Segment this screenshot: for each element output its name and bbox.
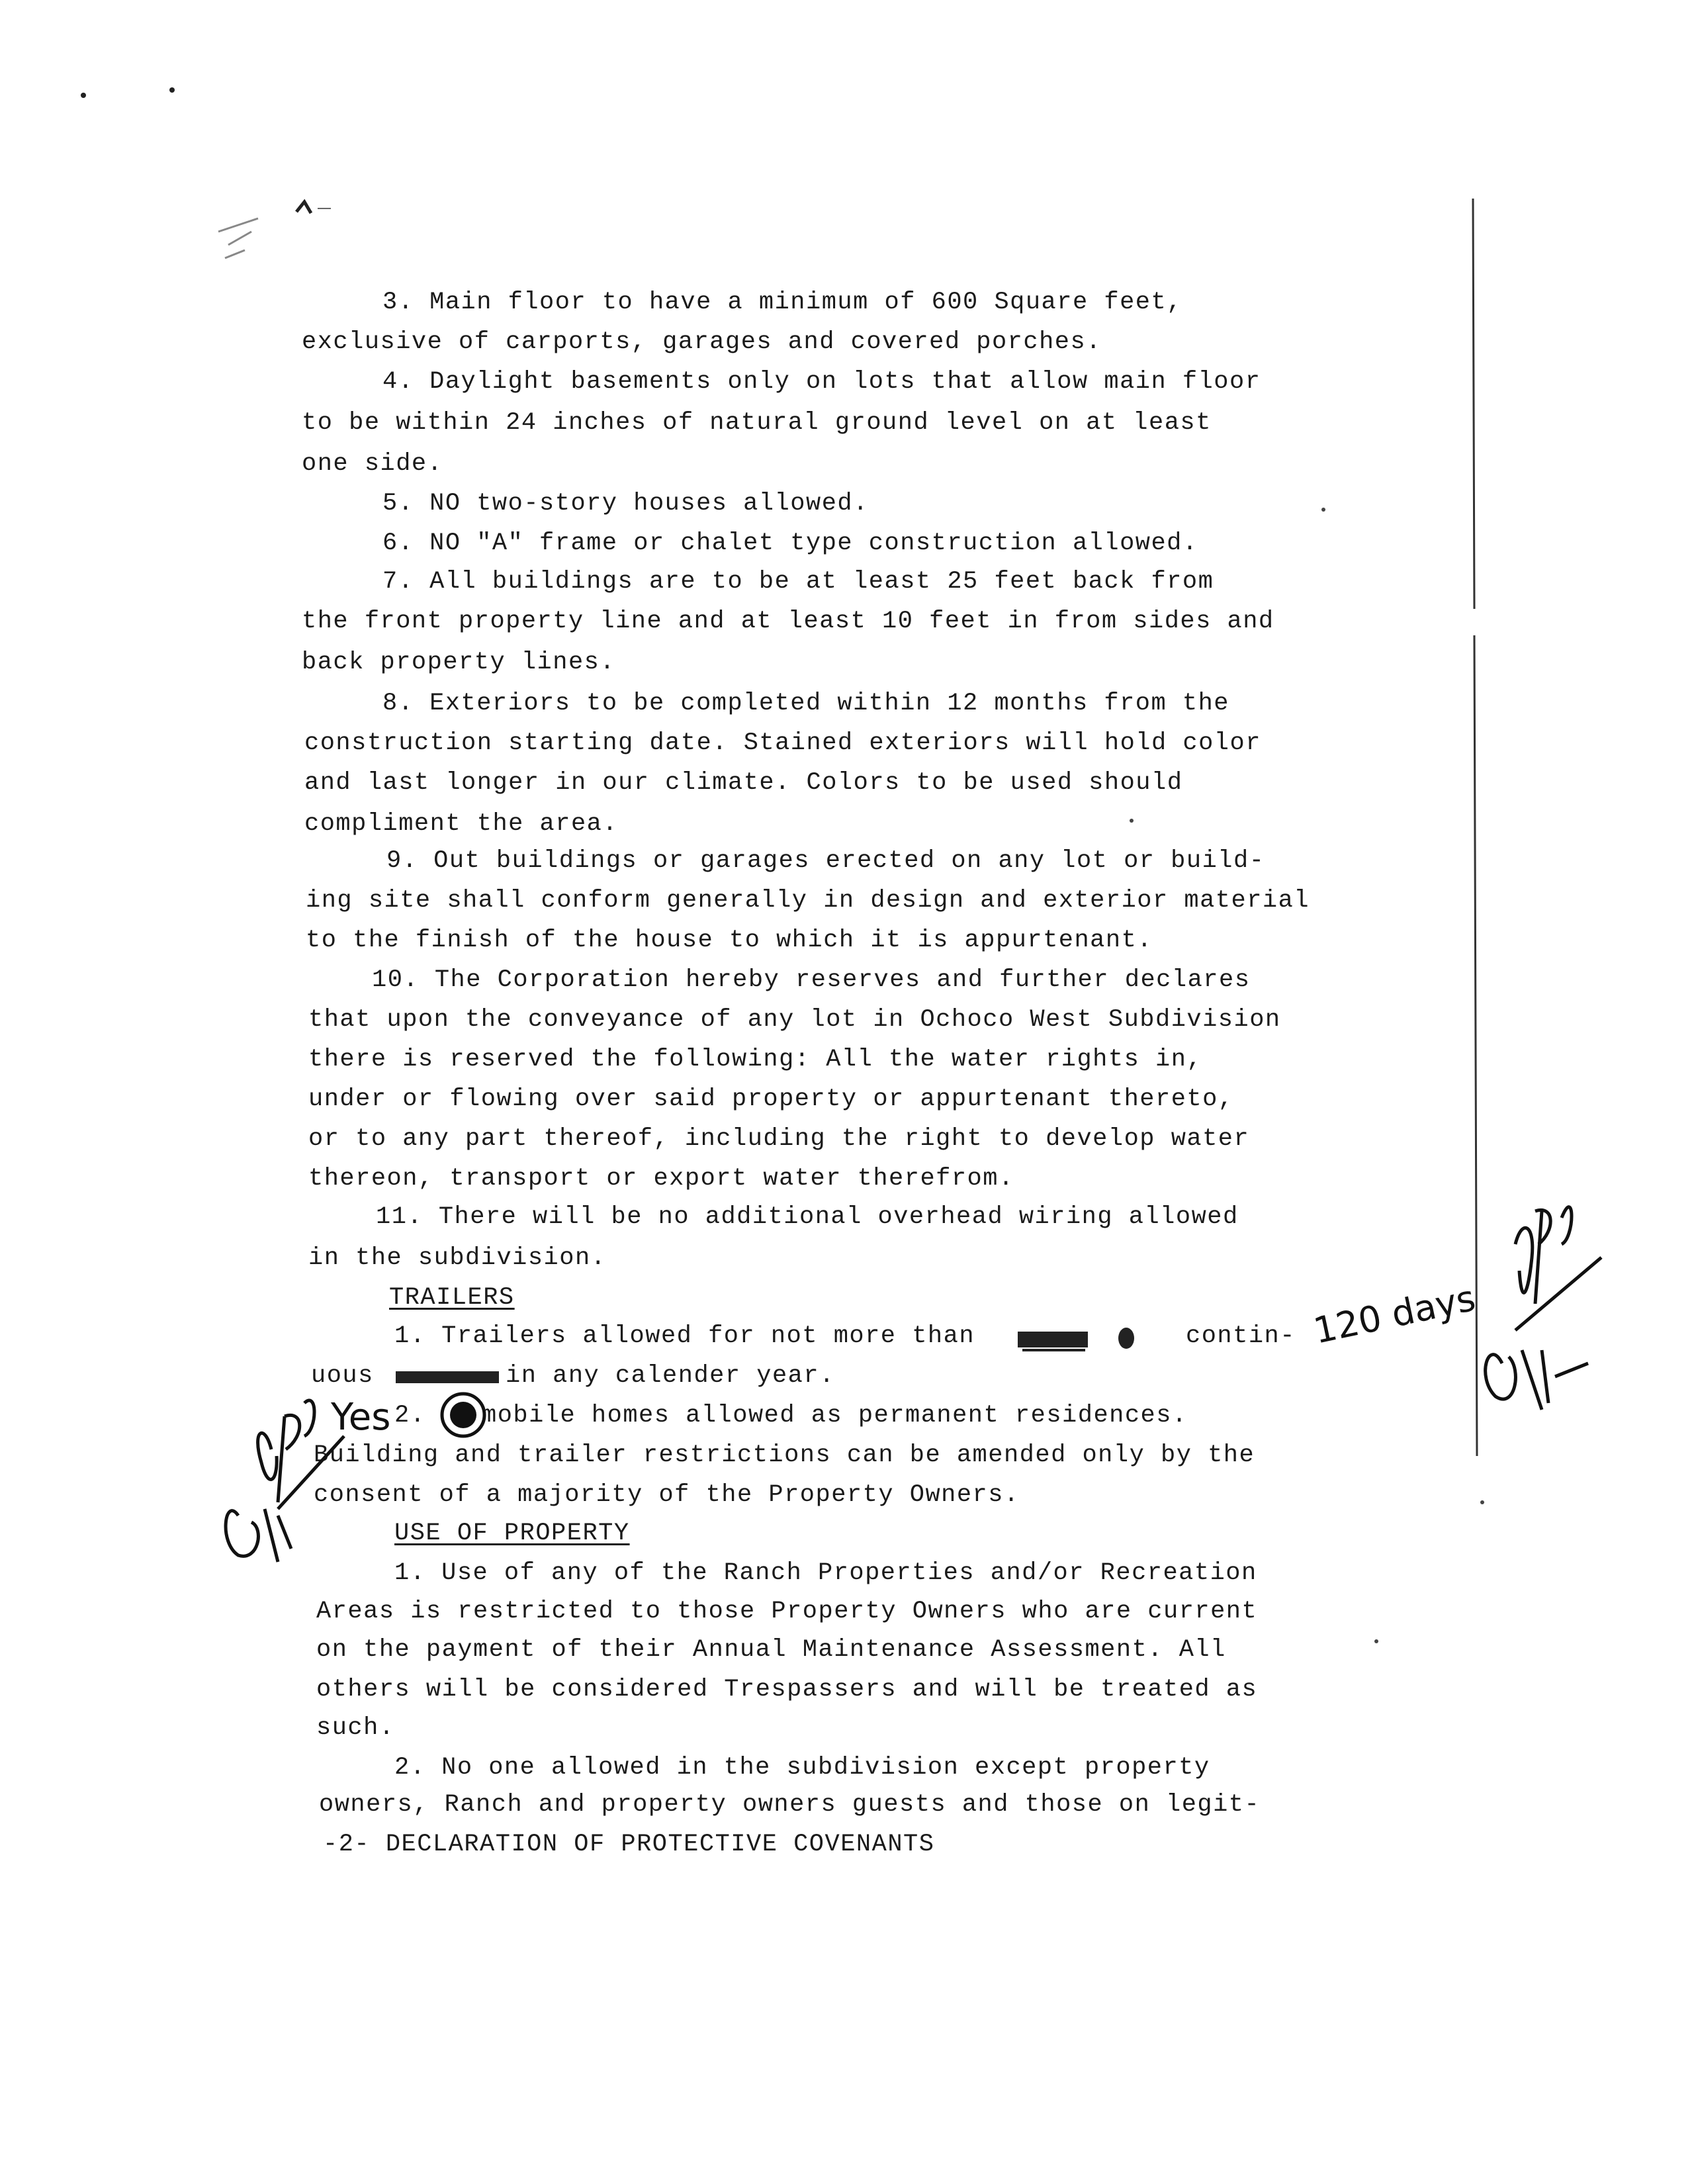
use-1-line-2: Areas is restricted to those Property Owners who are current (316, 1598, 1258, 1625)
trailers-1-line-1: 1. Trailers allowed for not more than (394, 1322, 975, 1350)
restrictions-line-2: consent of a majority of the Property Owners. (314, 1481, 1020, 1509)
item-9-line-2: ing site shall conform generally in design and exterior material (306, 887, 1310, 915)
restrictions-line-1: Building and trailer restrictions can be amended only by the (314, 1441, 1255, 1469)
item-5: 5. NO two-story houses allowed. (382, 490, 869, 518)
handwritten-yes: Yes (331, 1396, 391, 1439)
trailers-2-line-1: mobile homes allowed as permanent residences. (482, 1402, 1188, 1430)
use-2-line-2: owners, Ranch and property owners guests and those on legit- (319, 1791, 1261, 1819)
use-1-line-3: on the payment of their Annual Maintenance Assessment. All (316, 1636, 1226, 1664)
item-9-line-1: 9. Out buildings or garages erected on any lot or build- (386, 847, 1265, 875)
page-footer: -2- DECLARATION OF PROTECTIVE COVENANTS (323, 1831, 935, 1858)
item-11-line-2: in the subdivision. (308, 1244, 607, 1272)
item-10-line-4: under or flowing over said property or appurtenant thereto, (308, 1085, 1234, 1113)
heading-trailers: TRAILERS (389, 1284, 515, 1312)
heading-use-of-property: USE OF PROPERTY (394, 1520, 630, 1547)
trailers-2-number: 2. (394, 1402, 426, 1430)
item-8-line-1: 8. Exteriors to be completed within 12 months from the (382, 690, 1229, 717)
item-3-line-1: 3. Main floor to have a minimum of 600 Square feet, (382, 289, 1182, 316)
item-8-line-3: and last longer in our climate. Colors to be used should (304, 769, 1183, 797)
item-6: 6. NO "A" frame or chalet type construction allowed. (382, 529, 1198, 557)
item-3-line-2: exclusive of carports, garages and covered porches. (302, 328, 1102, 356)
item-8-line-2: construction starting date. Stained exteriors will hold color (304, 729, 1261, 757)
item-7-line-3: back property lines. (302, 649, 616, 676)
item-4-line-1: 4. Daylight basements only on lots that allow main floor (382, 368, 1261, 396)
trailers-1-line-2b: in any calender year. (506, 1362, 835, 1390)
handwritten-120-days: 120 days (1310, 1277, 1479, 1352)
use-1-line-5: such. (316, 1714, 395, 1742)
item-10-line-1: 10. The Corporation hereby reserves and further declares (372, 966, 1251, 994)
item-10-line-3: there is reserved the following: All the water rights in, (308, 1046, 1203, 1073)
item-10-line-5: or to any part thereof, including the right to develop water (308, 1125, 1250, 1153)
item-9-line-3: to the finish of the house to which it is appurtenant. (306, 927, 1153, 954)
trailers-1-line-2a: uous (311, 1362, 374, 1390)
item-11-line-1: 11. There will be no additional overhead wiring allowed (376, 1203, 1239, 1231)
item-4-line-3: one side. (302, 450, 443, 478)
item-7-line-1: 7. All buildings are to be at least 25 feet back from (382, 568, 1214, 596)
trailers-1-contin: contin- (1186, 1322, 1296, 1350)
item-10-line-2: that upon the conveyance of any lot in Ochoco West Subdivision (308, 1006, 1281, 1034)
use-1-line-4: others will be considered Trespassers and will be treated as (316, 1676, 1258, 1704)
item-7-line-2: the front property line and at least 10 feet in from sides and (302, 608, 1274, 635)
item-4-line-2: to be within 24 inches of natural ground level on at least (302, 409, 1212, 437)
use-2-line-1: 2. No one allowed in the subdivision except property (394, 1754, 1210, 1782)
item-10-line-6: thereon, transport or export water therefrom. (308, 1165, 1014, 1193)
item-8-line-4: compliment the area. (304, 810, 619, 838)
use-1-line-1: 1. Use of any of the Ranch Properties and/or Recreation (394, 1559, 1257, 1587)
